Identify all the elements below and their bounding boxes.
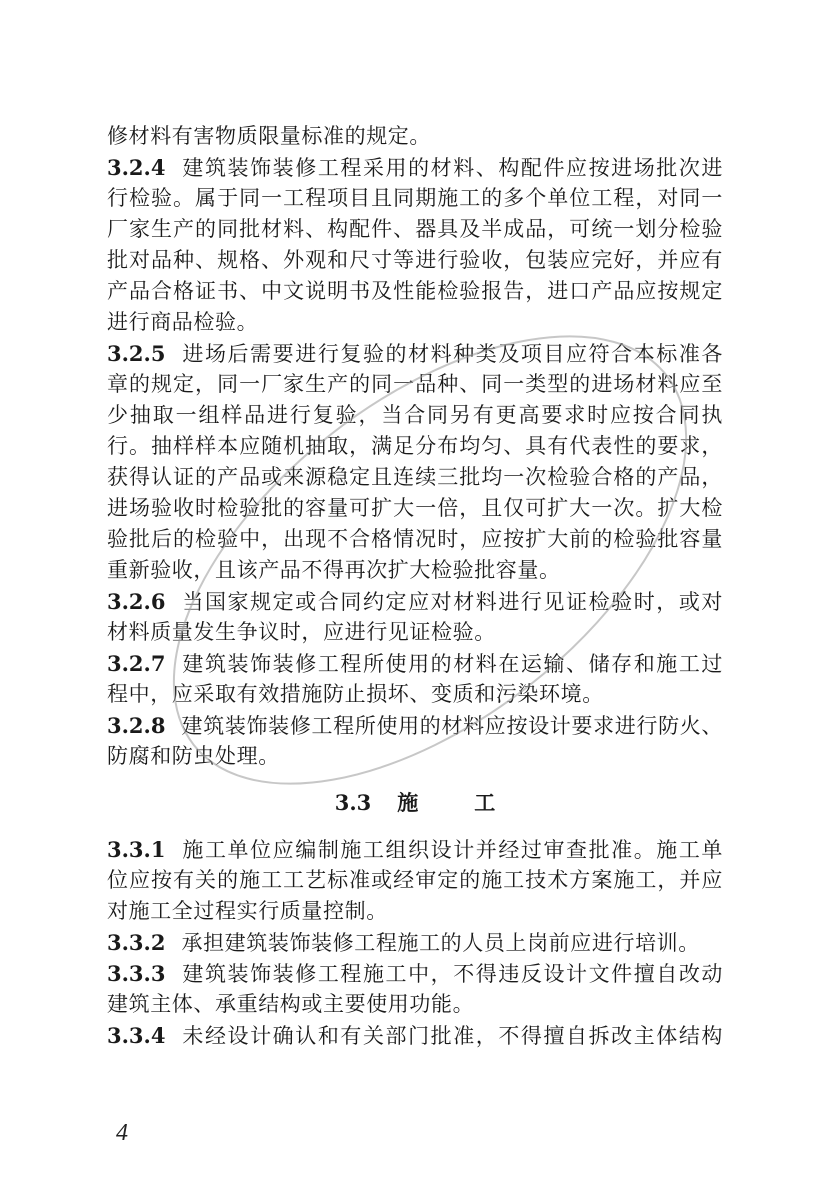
line-text: 对施工全过程实行质量控制。 <box>107 899 388 923</box>
text-line <box>107 555 723 586</box>
line-text: 防腐和防虫处理。 <box>107 744 280 768</box>
line-text: 修材料有害物质限量标准的规定。 <box>107 124 431 148</box>
section-heading <box>107 772 723 834</box>
text-line <box>107 369 723 400</box>
text-line <box>107 989 723 1020</box>
line-text: 建筑装饰装修工程采用的材料、构配件应按进场批次进 <box>181 156 723 180</box>
text-line <box>107 152 723 183</box>
line-text: 施工单位应编制施工组织设计并经过审查批准。施工单 <box>181 838 723 862</box>
text-line <box>107 958 723 989</box>
line-text: 建筑主体、承重结构或主要使用功能。 <box>107 992 475 1016</box>
clause-number: 3.3.4 <box>107 1023 166 1048</box>
line-text: 产品合格证书、中文说明书及性能检验报告，进口产品应按规定 <box>107 279 723 303</box>
text-line <box>107 276 723 307</box>
text-line <box>107 183 723 214</box>
clause-block-3-3 <box>107 834 723 1051</box>
text-line <box>107 1020 723 1051</box>
line-text: 材料质量发生争议时，应进行见证检验。 <box>107 620 496 644</box>
text-line <box>107 493 723 524</box>
text-line <box>107 741 723 772</box>
line-text: 建筑装饰装修工程施工中，不得违反设计文件擅自改动 <box>181 962 723 986</box>
text-line <box>107 524 723 555</box>
line-text: 行。抽样样本应随机抽取，满足分布均匀、具有代表性的要求， <box>107 434 723 458</box>
line-text: 批对品种、规格、外观和尺寸等进行验收，包装应完好，并应有 <box>107 248 723 272</box>
text-line <box>107 431 723 462</box>
line-text: 未经设计确认和有关部门批准，不得擅自拆改主体结构 <box>181 1024 723 1048</box>
line-text: 位应按有关的施工工艺标准或经审定的施工技术方案施工，并应 <box>107 868 723 892</box>
clause-number: 3.3.1 <box>107 837 166 862</box>
text-line <box>107 462 723 493</box>
clause-number: 3.3.2 <box>107 930 166 955</box>
line-text: 行检验。属于同一工程项目且同期施工的多个单位工程，对同一 <box>107 186 723 210</box>
line-text: 进场验收时检验批的容量可扩大一倍，且仅可扩大一次。扩大检 <box>107 496 723 520</box>
section-title-char-2: 工 <box>474 790 496 815</box>
text-line <box>107 710 723 741</box>
line-text: 获得认证的产品或来源稳定且连续三批均一次检验合格的产品， <box>107 465 723 489</box>
line-text: 建筑装饰装修工程所使用的材料应按设计要求进行防火、 <box>181 714 723 738</box>
text-line <box>107 214 723 245</box>
line-text: 进场后需要进行复验的材料种类及项目应符合本标准各 <box>181 342 723 366</box>
text-line <box>107 586 723 617</box>
line-text: 重新验收，且该产品不得再次扩大检验批容量。 <box>107 558 561 582</box>
clause-number: 3.2.4 <box>107 155 166 180</box>
text-line <box>107 245 723 276</box>
line-text: 进行商品检验。 <box>107 310 259 334</box>
section-number: 3.3 <box>334 790 372 815</box>
line-text: 厂家生产的同批材料、构配件、器具及半成品，可统一划分检验 <box>107 217 723 241</box>
clause-block-3-2 <box>107 121 723 772</box>
line-text: 章的规定，同一厂家生产的同一品种、同一类型的进场材料应至 <box>107 372 723 396</box>
line-text: 承担建筑装饰装修工程施工的人员上岗前应进行培训。 <box>181 931 700 955</box>
page-content <box>107 121 723 1051</box>
clause-number: 3.2.5 <box>107 341 166 366</box>
text-line <box>107 338 723 369</box>
line-text: 当国家规定或合同约定应对材料进行见证检验时，或对 <box>181 590 723 614</box>
text-line <box>107 927 723 958</box>
line-text: 建筑装饰装修工程所使用的材料在运输、储存和施工过 <box>181 652 723 676</box>
text-line <box>107 896 723 927</box>
clause-number: 3.2.8 <box>107 713 166 738</box>
clause-number: 3.2.6 <box>107 589 166 614</box>
text-line <box>107 865 723 896</box>
text-line <box>107 834 723 865</box>
text-line <box>107 307 723 338</box>
text-line <box>107 121 723 152</box>
text-line <box>107 648 723 679</box>
text-line <box>107 617 723 648</box>
clause-number: 3.3.3 <box>107 961 166 986</box>
section-title-char-1: 施 <box>397 790 419 815</box>
text-line <box>107 400 723 431</box>
clause-number: 3.2.7 <box>107 651 166 676</box>
page-number: 4 <box>116 1120 128 1146</box>
line-text: 验批后的检验中，出现不合格情况时，应按扩大前的检验批容量 <box>107 527 723 551</box>
line-text: 程中，应采取有效措施防止损坏、变质和污染环境。 <box>107 682 604 706</box>
text-line <box>107 679 723 710</box>
line-text: 少抽取一组样品进行复验，当合同另有更高要求时应按合同执 <box>107 403 723 427</box>
